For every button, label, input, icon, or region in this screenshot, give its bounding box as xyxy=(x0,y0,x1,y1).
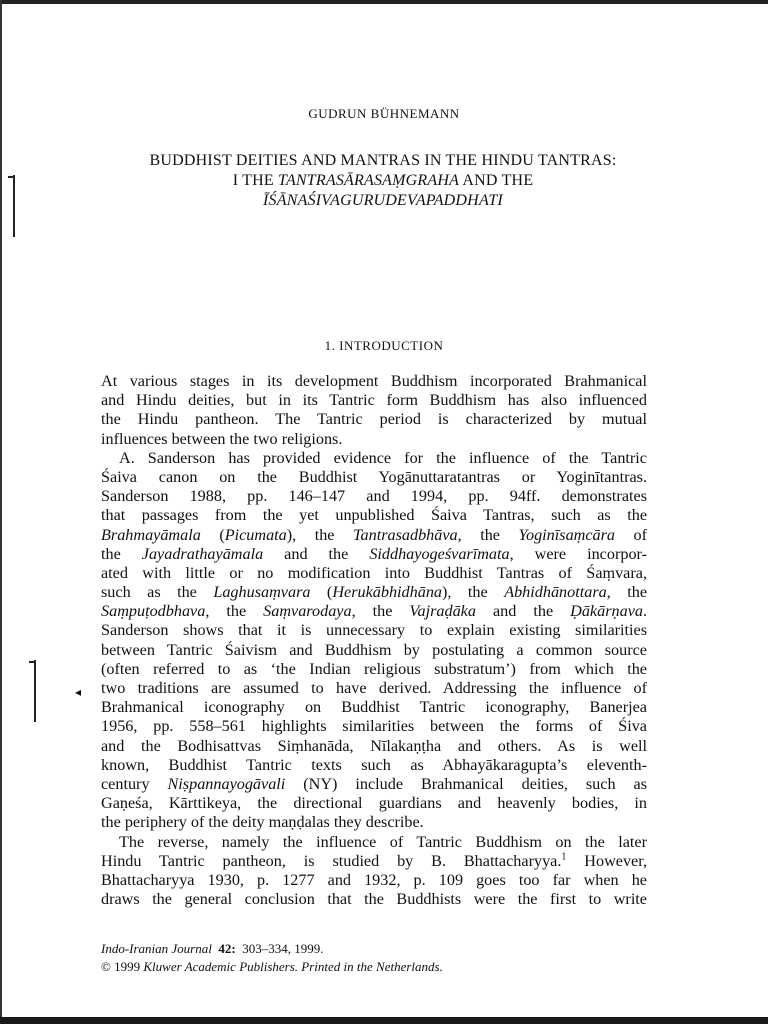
title-line-2: I THE TANTRASĀRASAṂGRAHA AND THE xyxy=(232,172,534,189)
paper-title xyxy=(100,151,666,211)
body-line: such as the Laghusaṃvara (Herukābhidhāna), the Abhidhānottara, the xyxy=(101,583,648,602)
body-line: A. Sanderson has provided evidence for the influence of the Tantric xyxy=(119,448,647,467)
body-line: known, Buddhist Tantric texts such as Abhayākaragupta’s eleventh- xyxy=(101,755,647,774)
citation-footer xyxy=(101,940,661,976)
body-line: Bhattacharyya 1930, p. 1277 and 1932, p. 109 goes too far when he xyxy=(101,870,647,889)
margin-arrow-icon: ◂ xyxy=(75,685,82,699)
body-line: and the Bodhisattvas Siṃhanāda, Nīlakaṇṭha and others. As is well xyxy=(101,736,647,755)
body-line: that passages from the yet unpublished Śaiva Tantras, such as the xyxy=(101,506,647,525)
body-text xyxy=(101,372,647,909)
body-line: and Hindu deities, but in its Tantric form Buddhism has also influenced xyxy=(101,391,647,410)
body-line: (often referred to as ‘the Indian religious substratum’) from which the xyxy=(101,659,647,678)
body-line: The reverse, namely the influence of Tantric Buddhism on the later xyxy=(119,832,647,851)
journal-citation: Indo-Iranian Journal 42: 303–334, 1999. xyxy=(101,941,324,956)
body-line: century Niṣpannayogāvali (NY) include Brahmanical deities, such as xyxy=(101,774,647,793)
margin-mark-tick-top xyxy=(8,176,14,178)
body-line: Brahmanical iconography on Buddhist Tantric iconography, Banerjea xyxy=(101,698,647,717)
body-line: Sanderson 1988, pp. 146–147 and 1994, pp. 94ff. demonstrates xyxy=(101,487,647,506)
body-line: Gaṇeśa, Kārttikeya, the directional guardians and heavenly bodies, in xyxy=(101,794,647,813)
body-line: Hindu Tantric pantheon, is studied by B. Bhattacharyya.$^1$ However, xyxy=(101,851,648,870)
body-line: Sanderson shows that it is unnecessary to explain existing similarities xyxy=(101,621,647,640)
body-line: Brahmayāmala (Picumata), the Tantrasadbhāva, the Yoginīsaṃcāra of xyxy=(101,525,648,544)
body-line: At various stages in its development Buddhism incorporated Brahmanical xyxy=(101,372,647,390)
body-line: the periphery of the deity maṇḍalas they describe. xyxy=(101,813,424,832)
scan-edge-bottom xyxy=(0,1017,768,1024)
body-line: Śaiva canon on the Buddhist Yogānuttaratantras or Yoginītantras. xyxy=(101,467,647,486)
footnote-marker: 1 xyxy=(561,851,567,863)
title-line-3: ĪŚĀNAŚIVAGURUDEVAPADDHATI xyxy=(263,192,503,209)
author-name: GUDRUN BÜHNEMANN xyxy=(308,106,460,121)
margin-mark-top xyxy=(13,175,15,237)
scan-edge-left xyxy=(0,0,2,1024)
margin-mark-tick-middle xyxy=(29,661,35,663)
body-line: Saṃpuṭodbhava, the Saṃvarodaya, the Vajraḍāka and the Ḍākārṇava. xyxy=(101,602,648,621)
body-line: draws the general conclusion that the Buddhists were the first to write xyxy=(101,890,647,909)
body-line: the Hindu pantheon. The Tantric period is characterized by mutual xyxy=(101,410,647,429)
title-line-1: BUDDHIST DEITIES AND MANTRAS IN THE HINDU TANTRAS: xyxy=(149,152,617,169)
body-line: between Tantric Śaivism and Buddhism by postulating a common source xyxy=(101,640,647,659)
body-line: ated with little or no modification into Buddhist Tantras of Śaṃvara, xyxy=(101,563,647,582)
body-line: two traditions are assumed to have derived. Addressing the influence of xyxy=(101,679,647,697)
margin-mark-middle xyxy=(34,660,36,722)
body-line: the Jayadrathayāmala and the Siddhayogeśvarīmata, were incorpor- xyxy=(101,544,647,563)
scan-edge-top xyxy=(0,0,768,4)
body-line: influences between the two religions. xyxy=(101,429,343,448)
section-heading: 1. INTRODUCTION xyxy=(324,338,444,353)
copyright-line: © 1999 Kluwer Academic Publishers. Printed in the Netherlands. xyxy=(101,959,443,974)
body-line: 1956, pp. 558–561 highlights similarities between the forms of Śiva xyxy=(101,717,647,736)
